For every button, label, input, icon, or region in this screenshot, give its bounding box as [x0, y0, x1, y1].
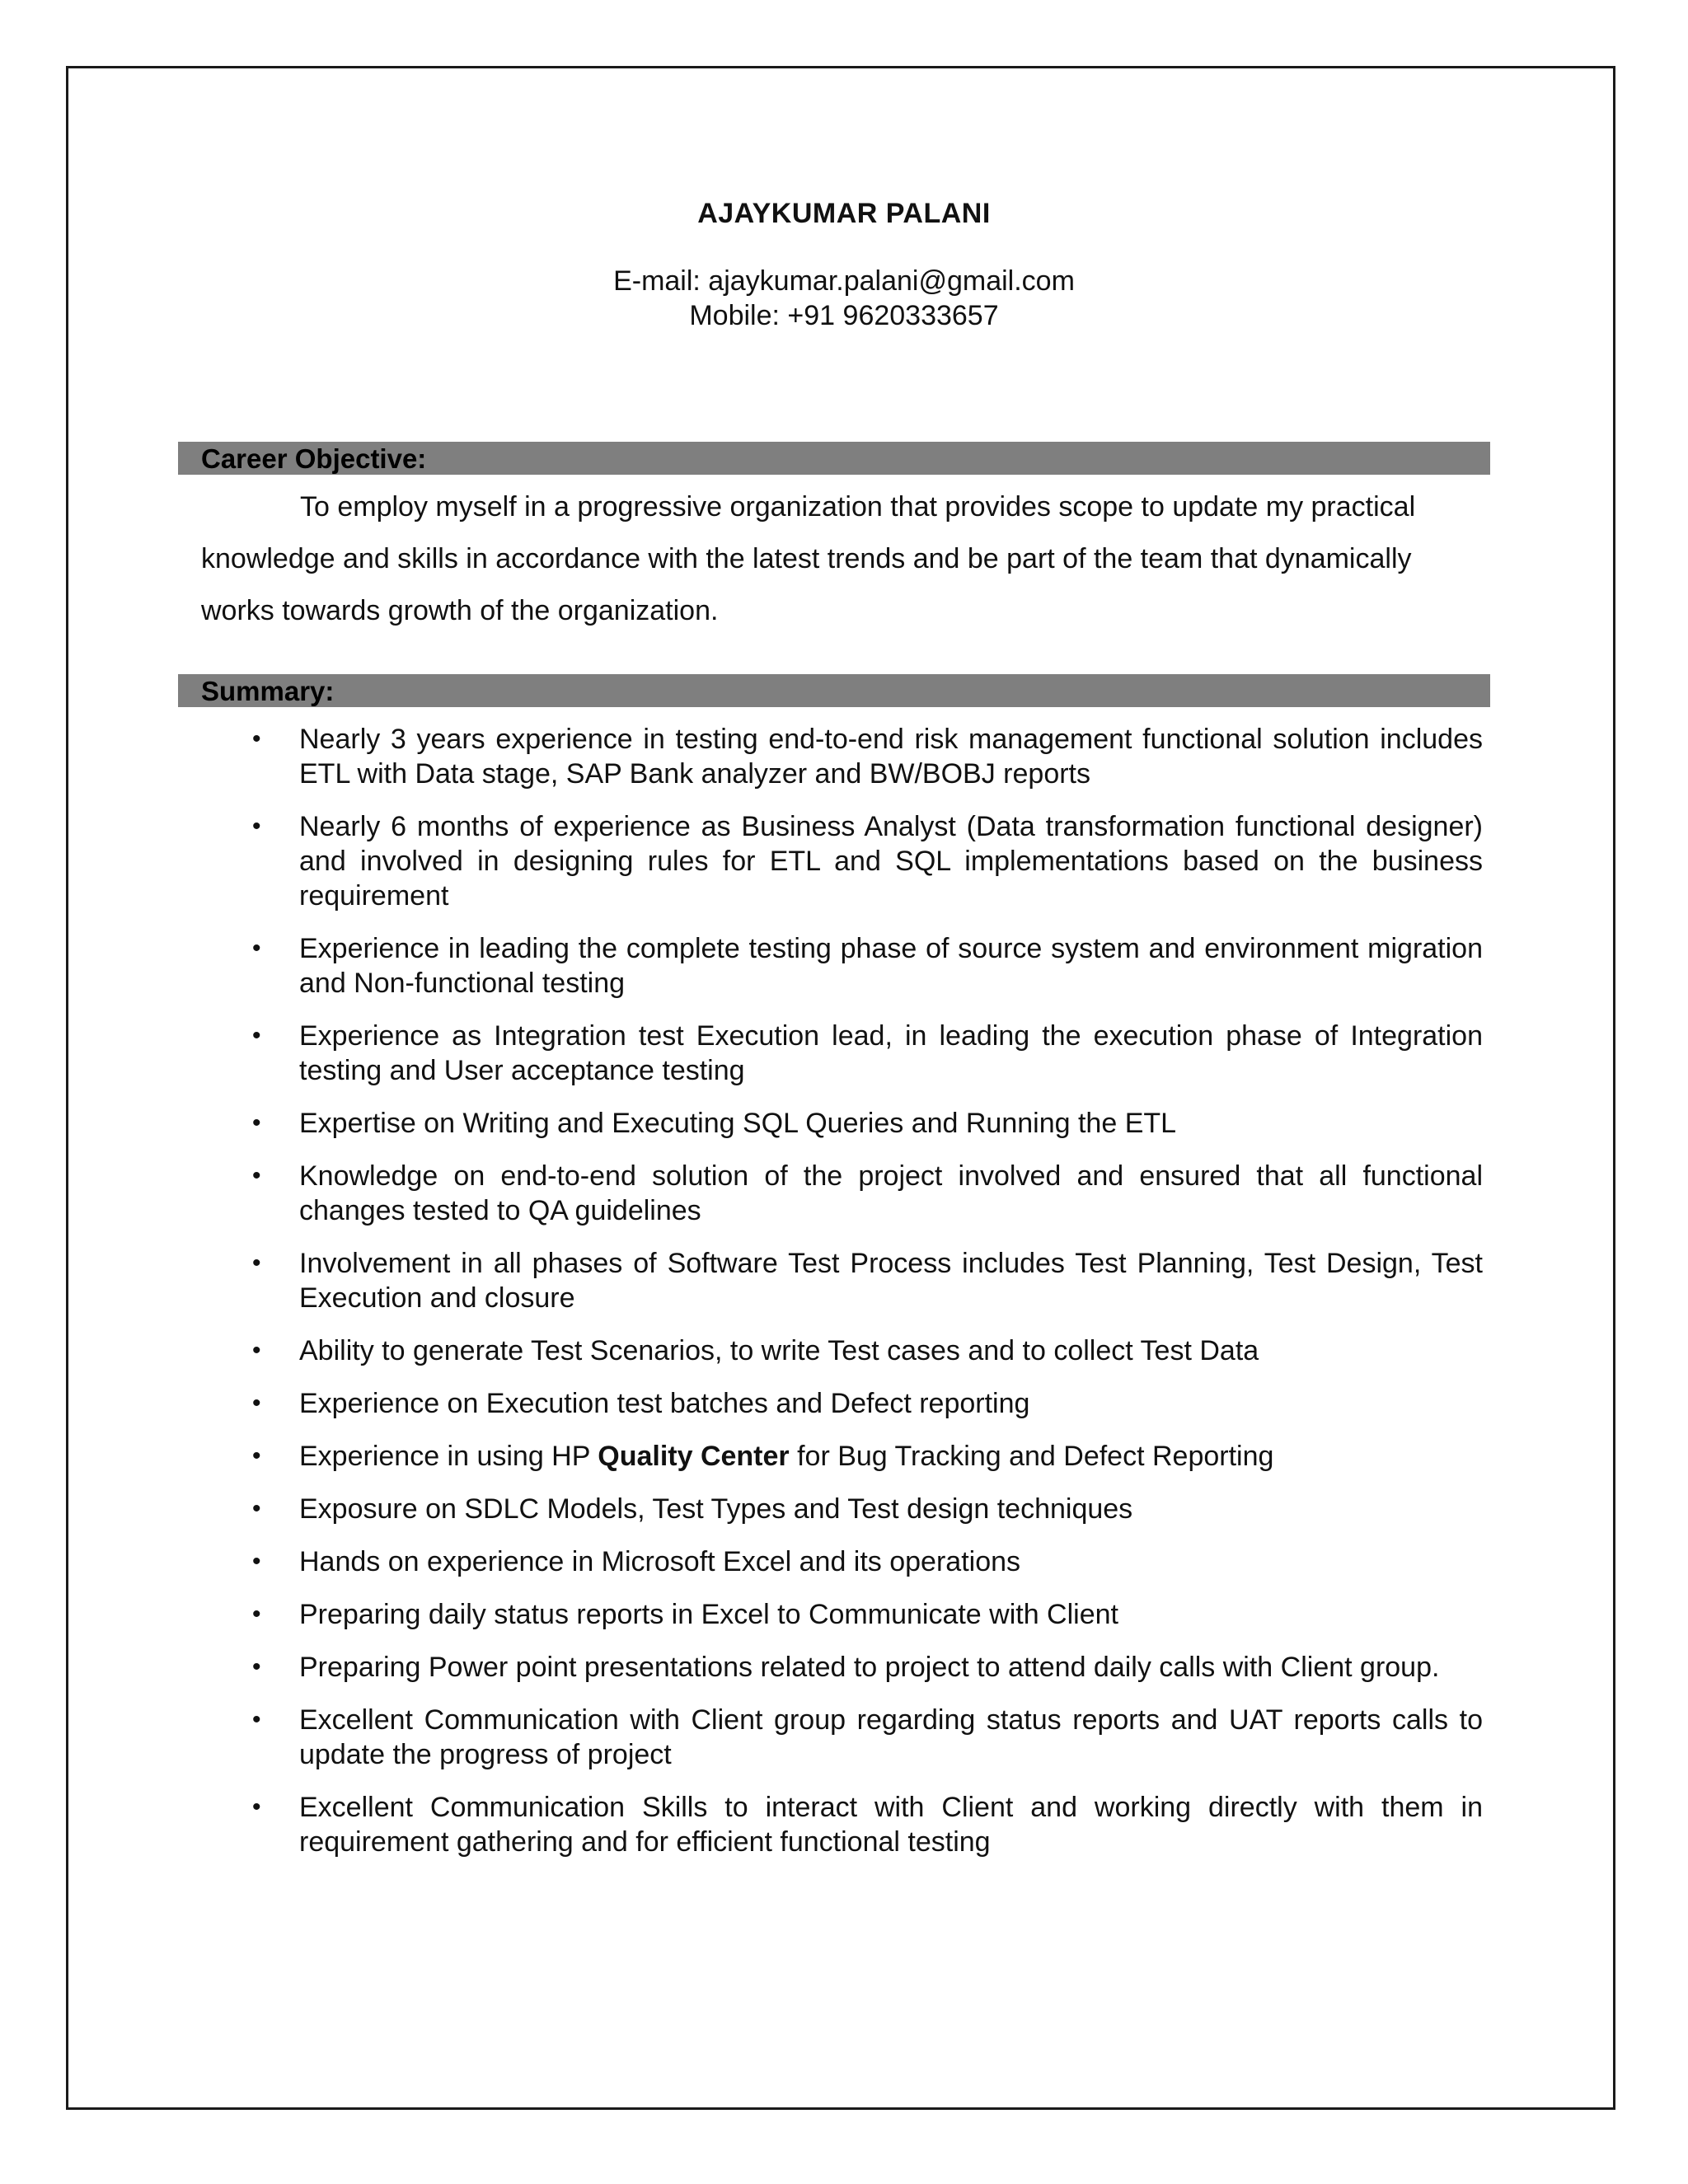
summary-item: • Preparing Power point presentations related to project to attend daily calls with Client group.: [252, 1652, 1440, 1683]
bullet-icon: •: [252, 1162, 261, 1189]
career-objective-text: To employ myself in a progressive organization that provides scope to update my practical knowledge and skills in accordance with the latest trends and be part of the team that dynamically works towards growth of the organization.: [201, 491, 1416, 626]
bullet-icon: •: [252, 1022, 261, 1049]
bullet-icon: •: [252, 1706, 261, 1733]
bullet-icon: •: [252, 1653, 261, 1680]
candidate-name: AJAYKUMAR PALANI: [697, 198, 991, 229]
career-objective-heading: Career Objective:: [201, 443, 427, 474]
bullet-icon: •: [252, 1109, 261, 1137]
summary-item: • Ability to generate Test Scenarios, to write Test cases and to collect Test Data: [252, 1335, 1259, 1366]
bullet-icon: •: [252, 1337, 261, 1364]
bullet-icon: •: [252, 1390, 261, 1417]
summary-item: • Knowledge on end-to-end solution of the project involved and ensured that all functional changes tested to QA guidelines: [252, 1160, 1483, 1226]
summary-item: • Excellent Communication with Client group regarding status reports and UAT reports calls to update the progress of project: [252, 1704, 1483, 1770]
bullet-icon: •: [252, 1793, 261, 1821]
summary-item: • Preparing daily status reports in Excel to Communicate with Client: [252, 1599, 1118, 1630]
career-objective-heading-bar: [178, 442, 1490, 475]
email-line: E-mail: ajaykumar.palani@gmail.com: [613, 265, 1075, 297]
summary-item: • Exposure on SDLC Models, Test Types and Test design techniques: [252, 1493, 1133, 1525]
bullet-icon: •: [252, 725, 261, 752]
summary-heading: Summary:: [201, 676, 335, 706]
summary-item: • Experience as Integration test Execution lead, in leading the execution phase of Integration testing and User acceptance testing: [252, 1020, 1483, 1086]
summary-item: • Experience on Execution test batches and Defect reporting: [252, 1388, 1030, 1419]
summary-heading-bar: [178, 674, 1490, 707]
summary-list: [252, 722, 1483, 1877]
summary-item: • Expertise on Writing and Executing SQL Queries and Running the ETL: [252, 1108, 1177, 1139]
bullet-icon: •: [252, 1249, 261, 1277]
summary-item: • Experience in leading the complete testing phase of source system and environment migration and Non-functional testing: [252, 933, 1483, 999]
summary-item: • Hands on experience in Microsoft Excel and its operations: [252, 1546, 1021, 1577]
bullet-icon: •: [252, 1442, 261, 1469]
mobile-line: Mobile: +91 9620333657: [689, 300, 999, 331]
bullet-icon: •: [252, 935, 261, 962]
quality-center-emphasis: Quality Center: [598, 1441, 790, 1472]
bullet-icon: •: [252, 1548, 261, 1575]
summary-item: • Nearly 3 years experience in testing end-to-end risk management functional solution includes ETL with Data stage, SAP Bank analyzer and BW/BOBJ reports: [252, 724, 1483, 790]
summary-item: • Involvement in all phases of Software Test Process includes Test Planning, Test Design, Test Execution and closure: [252, 1248, 1483, 1314]
summary-item: • Nearly 6 months of experience as Business Analyst (Data transformation functional designer) and involved in designing rules for ETL and SQL implementations based on the business requirement: [252, 811, 1483, 912]
bullet-icon: •: [252, 1495, 261, 1522]
summary-item: • Experience in using HP Quality Center for Bug Tracking and Defect Reporting: [252, 1441, 1274, 1472]
bullet-icon: •: [252, 1601, 261, 1628]
bullet-icon: •: [252, 813, 261, 840]
summary-item: • Excellent Communication Skills to interact with Client and working directly with them in requirement gathering and for efficient functional testing: [252, 1792, 1483, 1858]
